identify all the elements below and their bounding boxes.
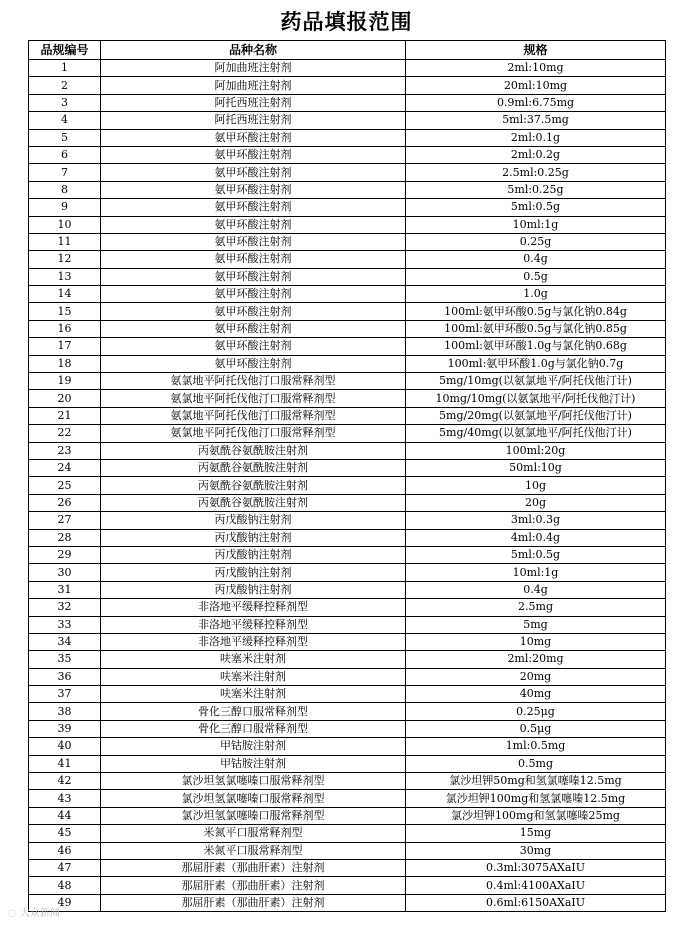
row-spec-cell: 50ml:10g [406,459,666,476]
row-name-cell: 阿加曲班注射剂 [101,77,406,94]
row-spec-cell: 氯沙坦钾100mg和氢氯噻嗪25mg [406,807,666,824]
table-row [29,373,666,390]
row-name-cell: 氨甲环酸注射剂 [101,164,406,181]
row-spec-cell: 0.4g [406,251,666,268]
table-row [29,703,666,720]
row-code-cell: 30 [29,564,101,581]
header-name: 品种名称 [101,41,406,60]
row-name-cell: 氨甲环酸注射剂 [101,251,406,268]
row-name-cell: 非洛地平缓释控释剂型 [101,633,406,650]
row-code-cell: 28 [29,529,101,546]
row-name-cell: 丙戊酸钠注射剂 [101,581,406,598]
row-name-cell: 丙戊酸钠注射剂 [101,546,406,563]
table-row [29,338,666,355]
row-spec-cell: 氯沙坦钾50mg和氢氯噻嗪12.5mg [406,773,666,790]
row-name-cell: 丙戊酸钠注射剂 [101,512,406,529]
row-code-cell: 45 [29,825,101,842]
row-code-cell: 5 [29,129,101,146]
row-name-cell: 氨甲环酸注射剂 [101,303,406,320]
table-row [29,494,666,511]
row-name-cell: 氨甲环酸注射剂 [101,146,406,163]
row-spec-cell: 2ml:20mg [406,651,666,668]
row-code-cell: 23 [29,442,101,459]
table-row [29,164,666,181]
row-code-cell: 37 [29,686,101,703]
row-name-cell: 米氮平口服常释剂型 [101,842,406,859]
row-name-cell: 氨甲环酸注射剂 [101,199,406,216]
row-spec-cell: 20mg [406,668,666,685]
table-row [29,651,666,668]
table-row [29,616,666,633]
table-row [29,720,666,737]
row-spec-cell: 0.3ml:3075AXaIU [406,859,666,876]
row-code-cell: 3 [29,94,101,111]
table-row [29,686,666,703]
row-spec-cell: 5mg/20mg(以氨氯地平/阿托伐他汀计) [406,407,666,424]
row-code-cell: 12 [29,251,101,268]
table-row [29,790,666,807]
row-code-cell: 33 [29,616,101,633]
table-row [29,268,666,285]
row-name-cell: 米氮平口服常释剂型 [101,825,406,842]
row-code-cell: 22 [29,425,101,442]
row-name-cell: 氨甲环酸注射剂 [101,355,406,372]
row-code-cell: 1 [29,60,101,77]
row-code-cell: 25 [29,477,101,494]
row-spec-cell: 5ml:0.5g [406,546,666,563]
row-name-cell: 丙氨酰谷氨酰胺注射剂 [101,442,406,459]
table-row [29,390,666,407]
header-spec: 规格 [406,41,666,60]
row-name-cell: 氨甲环酸注射剂 [101,338,406,355]
row-spec-cell: 100ml:20g [406,442,666,459]
row-name-cell: 氯沙坦氢氯噻嗪口服常释剂型 [101,790,406,807]
watermark-logo: ◌ 大众新闻 [8,908,60,919]
row-code-cell: 20 [29,390,101,407]
row-code-cell: 21 [29,407,101,424]
row-spec-cell: 0.5μg [406,720,666,737]
row-code-cell: 15 [29,303,101,320]
table-row [29,529,666,546]
row-spec-cell: 2.5mg [406,599,666,616]
row-name-cell: 丙氨酰谷氨酰胺注射剂 [101,494,406,511]
row-spec-cell: 5mg/10mg(以氨氯地平/阿托伐他汀计) [406,373,666,390]
drug-table [28,40,666,912]
row-name-cell: 呋塞米注射剂 [101,686,406,703]
row-name-cell: 氨甲环酸注射剂 [101,181,406,198]
row-spec-cell: 2.5ml:0.25g [406,164,666,181]
row-code-cell: 43 [29,790,101,807]
row-code-cell: 13 [29,268,101,285]
table-row [29,599,666,616]
row-spec-cell: 5mg [406,616,666,633]
table-row [29,355,666,372]
row-code-cell: 18 [29,355,101,372]
table-row [29,773,666,790]
row-name-cell: 阿托西班注射剂 [101,112,406,129]
row-spec-cell: 0.9ml:6.75mg [406,94,666,111]
table-row [29,442,666,459]
row-name-cell: 氨甲环酸注射剂 [101,286,406,303]
row-name-cell: 氨甲环酸注射剂 [101,129,406,146]
row-code-cell: 14 [29,286,101,303]
row-code-cell: 9 [29,199,101,216]
row-name-cell: 骨化三醇口服常释剂型 [101,720,406,737]
row-code-cell: 34 [29,633,101,650]
row-name-cell: 非洛地平缓释控释剂型 [101,599,406,616]
row-name-cell: 呋塞米注射剂 [101,651,406,668]
row-code-cell: 32 [29,599,101,616]
row-spec-cell: 100ml:氨甲环酸0.5g与氯化钠0.84g [406,303,666,320]
row-code-cell: 46 [29,842,101,859]
row-code-cell: 19 [29,373,101,390]
row-name-cell: 氯沙坦氢氯噻嗪口服常释剂型 [101,773,406,790]
table-row [29,477,666,494]
row-code-cell: 42 [29,773,101,790]
row-spec-cell: 5mg/40mg(以氨氯地平/阿托伐他汀计) [406,425,666,442]
row-code-cell: 2 [29,77,101,94]
row-spec-cell: 0.5mg [406,755,666,772]
row-spec-cell: 2ml:0.2g [406,146,666,163]
table-row [29,146,666,163]
row-spec-cell: 30mg [406,842,666,859]
table-row [29,859,666,876]
table-row [29,199,666,216]
table-row [29,894,666,911]
row-name-cell: 氨甲环酸注射剂 [101,233,406,250]
row-spec-cell: 0.4ml:4100AXaIU [406,877,666,894]
table-row [29,877,666,894]
row-spec-cell: 100ml:氨甲环酸1.0g与氯化钠0.68g [406,338,666,355]
row-name-cell: 甲钴胺注射剂 [101,755,406,772]
row-spec-cell: 20g [406,494,666,511]
row-name-cell: 氨甲环酸注射剂 [101,320,406,337]
table-row [29,459,666,476]
row-spec-cell: 10mg/10mg(以氨氯地平/阿托伐他汀计) [406,390,666,407]
table-row [29,77,666,94]
row-spec-cell: 5ml:0.25g [406,181,666,198]
header-code: 品规编号 [29,41,101,60]
table-row [29,546,666,563]
row-spec-cell: 5ml:37.5mg [406,112,666,129]
table-row [29,512,666,529]
table-row [29,251,666,268]
row-name-cell: 丙氨酰谷氨酰胺注射剂 [101,477,406,494]
row-name-cell: 非洛地平缓释控释剂型 [101,616,406,633]
table-row [29,407,666,424]
table-row [29,112,666,129]
row-spec-cell: 5ml:0.5g [406,199,666,216]
row-code-cell: 4 [29,112,101,129]
row-name-cell: 丙氨酰谷氨酰胺注射剂 [101,459,406,476]
row-code-cell: 49 [29,894,101,911]
row-code-cell: 8 [29,181,101,198]
table-row [29,94,666,111]
row-name-cell: 骨化三醇口服常释剂型 [101,703,406,720]
row-spec-cell: 10g [406,477,666,494]
row-name-cell: 氨氯地平阿托伐他汀口服常释剂型 [101,425,406,442]
row-spec-cell: 0.25μg [406,703,666,720]
row-spec-cell: 40mg [406,686,666,703]
row-name-cell: 氨甲环酸注射剂 [101,216,406,233]
row-code-cell: 27 [29,512,101,529]
row-code-cell: 29 [29,546,101,563]
row-name-cell: 氯沙坦氢氯噻嗪口服常释剂型 [101,807,406,824]
table-row [29,233,666,250]
row-code-cell: 48 [29,877,101,894]
table-row [29,181,666,198]
row-name-cell: 那屈肝素（那曲肝素）注射剂 [101,859,406,876]
row-name-cell: 氨氯地平阿托伐他汀口服常释剂型 [101,390,406,407]
row-spec-cell: 15mg [406,825,666,842]
table-row [29,320,666,337]
row-name-cell: 阿托西班注射剂 [101,94,406,111]
table-row [29,755,666,772]
table-header-row [29,41,666,60]
table-row [29,425,666,442]
row-name-cell: 氨氯地平阿托伐他汀口服常释剂型 [101,407,406,424]
row-spec-cell: 0.25g [406,233,666,250]
row-spec-cell: 3ml:0.3g [406,512,666,529]
row-spec-cell: 10mg [406,633,666,650]
row-name-cell: 丙戊酸钠注射剂 [101,529,406,546]
row-spec-cell: 0.5g [406,268,666,285]
row-spec-cell: 100ml:氨甲环酸0.5g与氯化钠0.85g [406,320,666,337]
row-code-cell: 38 [29,703,101,720]
table-row [29,825,666,842]
row-spec-cell: 1.0g [406,286,666,303]
row-code-cell: 17 [29,338,101,355]
row-spec-cell: 100ml:氨甲环酸1.0g与氯化钠0.7g [406,355,666,372]
table-body [29,60,666,912]
row-name-cell: 那屈肝素（那曲肝素）注射剂 [101,894,406,911]
row-code-cell: 41 [29,755,101,772]
row-code-cell: 10 [29,216,101,233]
row-spec-cell: 4ml:0.4g [406,529,666,546]
row-spec-cell: 20ml:10mg [406,77,666,94]
row-code-cell: 44 [29,807,101,824]
row-spec-cell: 2ml:0.1g [406,129,666,146]
row-code-cell: 16 [29,320,101,337]
row-name-cell: 甲钴胺注射剂 [101,738,406,755]
table-row [29,564,666,581]
row-code-cell: 31 [29,581,101,598]
table-row [29,668,666,685]
row-spec-cell: 1ml:0.5mg [406,738,666,755]
row-name-cell: 那屈肝素（那曲肝素）注射剂 [101,877,406,894]
row-spec-cell: 10ml:1g [406,564,666,581]
row-name-cell: 丙戊酸钠注射剂 [101,564,406,581]
row-name-cell: 氨氯地平阿托伐他汀口服常释剂型 [101,373,406,390]
row-code-cell: 39 [29,720,101,737]
row-code-cell: 35 [29,651,101,668]
row-code-cell: 6 [29,146,101,163]
row-spec-cell: 10ml:1g [406,216,666,233]
row-code-cell: 24 [29,459,101,476]
row-code-cell: 47 [29,859,101,876]
row-spec-cell: 0.6ml:6150AXaIU [406,894,666,911]
row-code-cell: 7 [29,164,101,181]
table-row [29,216,666,233]
table-row [29,807,666,824]
row-spec-cell: 氯沙坦钾100mg和氢氯噻嗪12.5mg [406,790,666,807]
row-spec-cell: 2ml:10mg [406,60,666,77]
row-spec-cell: 0.4g [406,581,666,598]
row-name-cell: 氨甲环酸注射剂 [101,268,406,285]
row-name-cell: 呋塞米注射剂 [101,668,406,685]
row-code-cell: 36 [29,668,101,685]
table-row [29,286,666,303]
table-row [29,129,666,146]
table-row [29,842,666,859]
page-title: 药品填报范围 [280,9,413,34]
row-code-cell: 26 [29,494,101,511]
row-name-cell: 阿加曲班注射剂 [101,60,406,77]
row-code-cell: 11 [29,233,101,250]
row-code-cell: 40 [29,738,101,755]
table-row [29,738,666,755]
table-row [29,303,666,320]
table-row [29,60,666,77]
table-row [29,581,666,598]
table-row [29,633,666,650]
